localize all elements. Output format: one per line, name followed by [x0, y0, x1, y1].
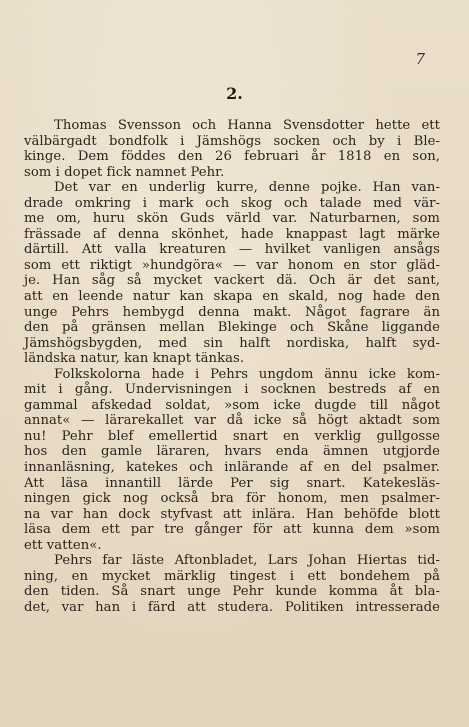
text-line: innanläsning, katekes och inlärande af en del psalmer. — [24, 460, 440, 476]
text-line: den tiden. Så snart unge Pehr kunde komma åt bla- — [24, 584, 440, 600]
page-number: 7 — [415, 50, 425, 68]
text-line: ningen gick nog också bra för honom, men psalmer- — [24, 491, 440, 507]
text-line: ländska natur, kan knapt tänkas. — [24, 351, 245, 367]
text-line: Folkskolorna hade i Pehrs ungdom ännu icke kom- — [54, 366, 440, 382]
text-line: som i dopet fick namnet Pehr. — [24, 164, 225, 180]
text-line: hos den gamle läraren, hvars enda ämnen utgjorde — [24, 444, 440, 460]
text-line: annat« — lärarekallet var då icke så högt aktadt som — [24, 413, 440, 429]
text-line: ning, en mycket märklig tingest i ett bondehem på — [24, 568, 440, 584]
text-line: drade omkring i mark och skog och talade med vär- — [24, 195, 440, 211]
text-line: je. Han såg så mycket vackert dä. Och är det sant, — [24, 273, 440, 289]
text-line: som ett riktigt »hundgöra« — var honom en stor gläd- — [24, 257, 440, 273]
text-line: den på gränsen mellan Blekinge och Skåne liggande — [24, 320, 440, 336]
text-line: kinge. Dem föddes den 26 februari år 1818 en son, — [24, 149, 440, 165]
text-line: Pehrs far läste Aftonbladet, Lars Johan Hiertas tid- — [54, 553, 440, 569]
text-line: ett vatten«. — [24, 537, 102, 553]
text-line: läsa dem ett par tre gånger för att kunna dem »som — [24, 522, 440, 538]
text-line: frässade af denna skönhet, hade knappast lagt märke — [24, 226, 440, 242]
text-line: det, var han i färd att studera. Politiken intresserade — [24, 599, 440, 615]
text-line: Jämshögsbygden, med sin halft nordiska, halft syd- — [24, 335, 440, 351]
text-line: me om, huru skön Guds värld var. Naturbarnen, som — [24, 211, 440, 227]
text-line: välbärgadt bondfolk i Jämshögs socken och by i Ble- — [24, 133, 440, 149]
text-line: na var han dock styfvast att inlära. Han behöfde blott — [24, 506, 440, 522]
text-line: unge Pehrs hembygd denna makt. Något fagrare än — [24, 304, 440, 320]
text-line: nu! Pehr blef emellertid snart en verklig gullgosse — [24, 428, 440, 444]
text-line: mit i gång. Undervisningen i socknen bestreds af en — [24, 382, 440, 398]
text-line: att en leende natur kan skapa en skald, nog hade den — [24, 289, 440, 305]
chapter-number: 2. — [226, 84, 243, 103]
text-line: Att läsa innantill lärde Per sig snart. Katekesläs- — [24, 475, 440, 491]
text-line: gammal afskedad soldat, »som icke dugde till något — [24, 397, 440, 413]
text-line: därtill. Att valla kreaturen — hvilket vanligen ansågs — [24, 242, 440, 258]
text-line: Det var en underlig kurre, denne pojke. Han van- — [54, 180, 440, 196]
body-text — [24, 118, 440, 616]
text-line: Thomas Svensson och Hanna Svensdotter hette ett — [54, 118, 440, 133]
